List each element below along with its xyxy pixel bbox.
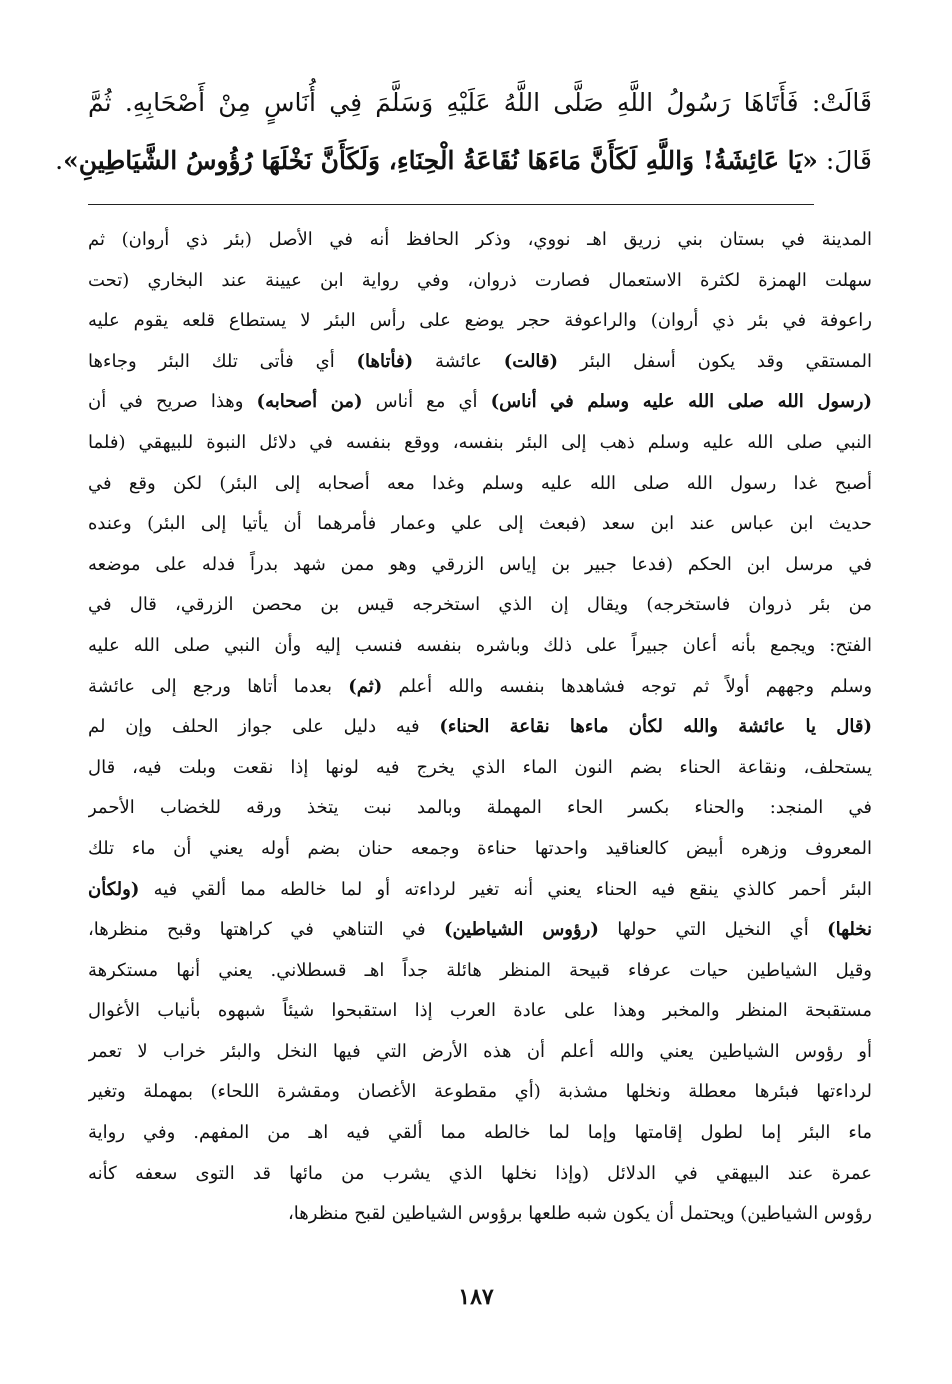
matn-quote-bold: (رسول الله صلى الله عليه وسلم في أناس) [490,391,872,413]
commentary-line-text: أي مع أناس [362,391,491,413]
page-number: ١٨٧ [458,1284,494,1310]
commentary-line [88,382,872,423]
commentary-line-text: البئر أحمر كالذي ينقع فيه الحناء يعني أنه تغير لرداءته أو لما خالطه مما ألقي فيه [139,878,872,900]
matn-quote-bold: (قالت) [503,350,559,372]
commentary-line-text: في التناهي في كراهتها وقبح منظرها، [88,919,444,941]
commentary-line [88,1154,872,1195]
hadith-line-text: . [55,146,64,175]
matn-quote-bold: (قال يا عائشة والله لكأن ماءها نقاعة الحناء) [439,716,872,738]
commentary-line [88,585,872,626]
commentary-line-text: عائشة [413,350,504,372]
commentary-line [88,545,872,586]
commentary-line-text: المعروف وزهره أبيض كالعناقيد واحدتها حناءة وجمعه حنان بضم أوله يعني أن ماء تلك [88,837,872,859]
commentary-line-text: سهلت الهمزة لكثرة الاستعمال فصارت ذروان، وفي رواية ابن عيينة عند البخاري (تحت [88,269,872,291]
commentary-line-text: وسلم وجههم أولاً ثم توجه فشاهدها بنفسه والله أعلم [382,675,872,697]
commentary-line [88,829,872,870]
hadith-line [88,74,872,132]
matn-quote-bold: (ولكأن [88,878,140,900]
commentary-line [88,870,872,911]
commentary-line [88,464,872,505]
commentary-line-text: من بئر ذروان فاستخرجه) ويقال إن الذي استخرجه قيس بن محصن الزرقي، قال في [88,594,872,616]
matn-quote-bold: (رؤوس الشياطين) [443,919,599,941]
commentary-line-text: فيه دليل على جواز الحلف وإن لم [88,716,440,738]
commentary-line [88,423,872,464]
commentary-line [88,910,872,951]
hadith-quote-bold: «يَا عَائِشَةُ! وَاللَّهِ لَكَأَنَّ مَاءَهَا نُقَاعَةُ الْحِنَاءِ، وَلَكَأَنَّ نَخْلَهَا رُؤُوسُ الشَّيَاطِينِ» [63,146,818,175]
commentary-line-text: عمرة عند البيهقي في الدلائل (وإذا نخلها الذي يشرب من مائها قد التوى سعفه كأنه [88,1162,872,1184]
commentary-line [88,951,872,992]
commentary-line-text: وهذا صريح في أن [88,391,257,413]
commentary-line-text: النبي صلى الله عليه وسلم ذهب إلى البئر بنفسه، ووقع بنفسه في دلائل النبوة للبيهقي (فلما [88,431,872,453]
commentary-line-text: المدينة في بستان بني زريق اهـ نووي، وذكر الحافظ أنه في الأصل (بئر ذي أروان) ثم [88,229,872,250]
commentary-line-text: حديث ابن عباس عند ابن سعد (فبعث إلى علي وعمار فأمرهما أن يأتيا إلى البئر) وعنده [88,513,872,535]
commentary-line-text: رؤوس الشياطين) ويحتمل أن يكون شبه طلعها برؤوس الشياطين لقبح منظرها، [287,1203,872,1225]
commentary-line-text: أي النخيل التي حولها [598,919,828,941]
commentary-line-text: لرداءتها فبئرها معطلة ونخلها مشذبة (أي مقطوعة الأغصان ومقشرة اللحاء) بمهملة وتغير [88,1081,872,1103]
commentary-line-text: أو رؤوس الشياطين يعني والله أعلم أن هذه الأرض التي فيها النخل والبئر خراب لا تعمر [88,1040,872,1062]
commentary-line [88,504,872,545]
matn-quote-bold: (فأتاها) [356,350,414,372]
commentary-line-text: أي فأتى تلك البئر وجاءها [88,350,357,372]
commentary-line [88,748,872,789]
matn-quote-bold: (من أصحابه) [256,391,363,413]
matn-quote-bold: نخلها) [827,919,872,941]
commentary-line-text: الفتح: ويجمع بأنه أعان جبيراً على ذلك وباشره بنفسه فنسب إليه وأن النبي صلى الله عليه [88,634,872,656]
commentary-line [88,1113,872,1154]
commentary-line-text: أصبح غدا رسول الله صلى الله عليه وسلم وغدا معه أصحابه إلى البئر) لكن وقع في [88,472,872,494]
commentary-line [88,342,872,383]
commentary-line [88,1072,872,1113]
hadith-line [55,132,872,190]
commentary-line-text: المستقي وقد يكون أسفل البئر [558,350,872,372]
commentary-line-text: يستحلف، ونقاعة الحناء بضم النون الماء الذي يخرج فيه لونها إذا نقعت وبلت فيه، قال [88,756,872,778]
commentary-line-text: في مرسل ابن الحكم (فدعا جبير بن إياس الزرقي وهو ممن شهد بدراً فدله على موضعه [88,553,872,575]
commentary-text [88,220,872,1235]
commentary-line [88,991,872,1032]
matn-quote-bold: (ثم) [348,675,383,697]
commentary-line-text: مستقبحة المنظر والمخبر وهذا على عادة العرب إذا استقبحوا شيئاً شبهوه بأنياب الأغوال [88,1000,872,1022]
commentary-line [88,220,872,261]
commentary-line [88,1032,872,1073]
commentary-line [88,1194,872,1235]
commentary-line-text: وقيل الشياطين حيات عرفاء قبيحة المنظر هائلة جداً اهـ قسطلاني. يعني أنها مستكرهة [88,959,872,981]
separator-line [88,204,814,205]
commentary-line-text: بعدما أتاها ورجع إلى عائشة [88,675,349,697]
commentary-line [88,788,872,829]
hadith-text [55,74,872,190]
commentary-line [88,707,872,748]
commentary-line-text: ماء البئر إما لطول إقامتها وإما لما خالطه مما ألقي فيه اهـ من المفهم. وفي رواية [88,1122,872,1144]
hadith-line-text: قَالَ: [817,146,872,175]
commentary-line-text: في المنجد: والحناء بكسر الحاء المهملة وبالمد نبت يتخذ ورقه للخضاب الأحمر [88,797,872,819]
commentary-line [88,626,872,667]
hadith-line-text: قَالَتْ: فَأَتَاهَا رَسُولُ اللَّهِ صَلَّى اللَّهُ عَلَيْهِ وَسَلَّمَ فِي أُنَاسٍ مِنْ أَصْحَابِهِ. ثُمَّ [88,88,872,117]
commentary-line [88,667,872,708]
commentary-line [88,301,872,342]
commentary-line [88,261,872,302]
commentary-line-text: راعوفة في بئر ذي أروان) والراعوفة حجر يوضع على رأس البئر لا يستطاع قلعه يقوم عليه [88,310,872,332]
